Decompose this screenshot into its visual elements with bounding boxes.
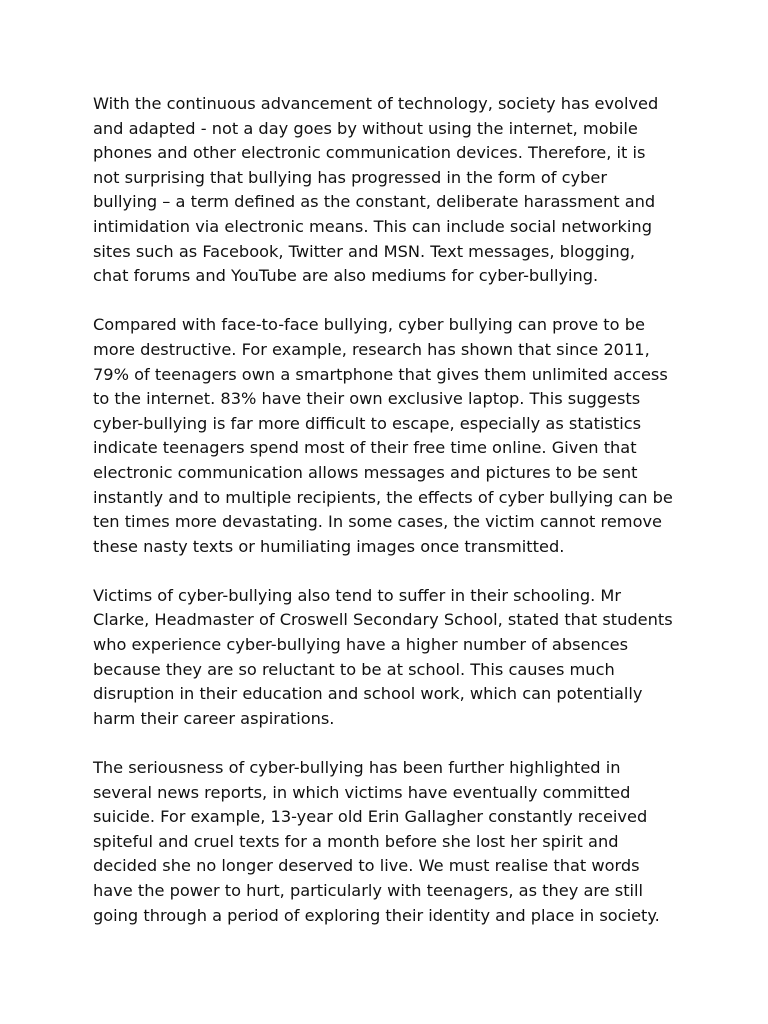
paragraph-1: With the continuous advancement of technology, society has evolved and adapted - not a day goes by without using the internet, mobile phones and other electronic communication devices. Therefore, it is not surprising that bullying has progressed in the form of cyber bullying – a term defined as the constant, deliberate harassment and intimidation via electronic means. This can include social networking sites such as Facebook, Twitter and MSN. Text messages, blogging, chat forums and YouTube are also mediums for cyber-bullying. bbox=[93, 94, 659, 286]
paragraph-4: The seriousness of cyber-bullying has been further highlighted in several news reports, in which victims have eventually committed suicide. For example, 13-year old Erin Gallagher constantly received spiteful and cruel texts for a month before she lost her spirit and decided she no longer deserved to live. We must realise that words have the power to hurt, particularly with teenagers, as they are still going through a period of exploring their identity and place in society. bbox=[93, 758, 660, 925]
document-body bbox=[93, 92, 683, 953]
paragraph-2: Compared with face-to-face bullying, cyber bullying can prove to be more destructive. For example, research has shown that since 2011, 79% of teenagers own a smartphone that gives them unlimited access to the internet. 83% have their own exclusive laptop. This suggests cyber-bullying is far more difficult to escape, especially as statistics indicate teenagers spend most of their free time online. Given that electronic communication allows messages and pictures to be sent instantly and to multiple recipients, the effects of cyber bullying can be ten times more devastating. In some cases, the victim cannot remove these nasty texts or humiliating images once transmitted. bbox=[93, 315, 673, 556]
paragraph-3: Victims of cyber-bullying also tend to suffer in their schooling. Mr Clarke, Headmaster of Croswell Secondary School, stated that students who experience cyber-bullying have a higher number of absences because they are so reluctant to be at school. This causes much disruption in their education and school work, which can potentially harm their career aspirations. bbox=[93, 585, 673, 728]
